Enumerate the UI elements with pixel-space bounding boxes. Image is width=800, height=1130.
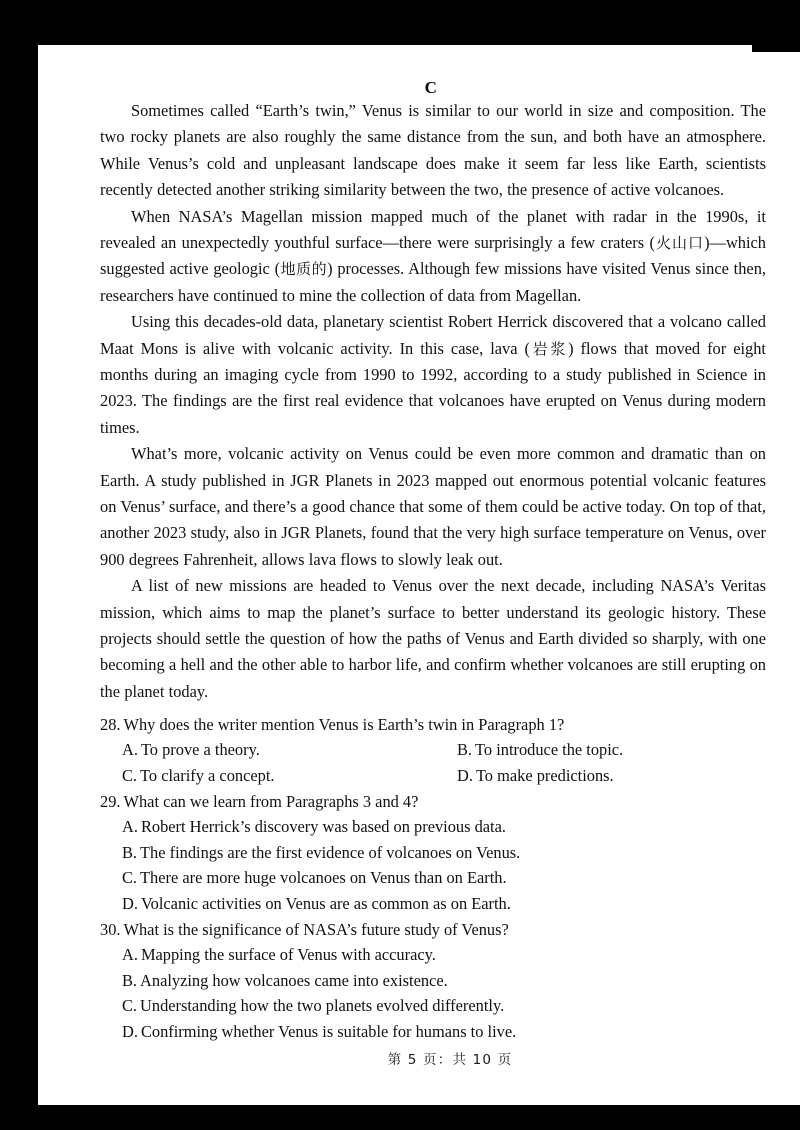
question-number: 30.	[100, 919, 121, 939]
scan-edge-shadow	[752, 45, 800, 52]
question-text: What can we learn from Paragraphs 3 and 4?	[123, 791, 419, 811]
answer-option[interactable]	[122, 865, 766, 891]
question-text: Why does the writer mention Venus is Earth’s twin in Paragraph 1?	[123, 714, 565, 734]
answer-option[interactable]	[122, 763, 457, 789]
question-stem	[100, 789, 766, 815]
option-text: Mapping the surface of Venus with accuracy.	[140, 945, 436, 965]
answer-option[interactable]	[122, 993, 766, 1019]
option-letter: A.	[122, 817, 138, 837]
option-letter: D.	[122, 1021, 138, 1041]
option-group	[100, 737, 766, 788]
question-item	[100, 789, 766, 917]
answer-option[interactable]	[457, 763, 766, 789]
answer-option[interactable]	[122, 737, 457, 763]
answer-option[interactable]	[122, 840, 766, 866]
answer-option[interactable]	[122, 942, 766, 968]
question-stem	[100, 917, 766, 943]
option-text: Robert Herrick’s discovery was based on previous data.	[140, 817, 506, 837]
chinese-gloss: 地质的	[280, 260, 328, 279]
scanned-page-sheet	[38, 45, 800, 1105]
option-group	[100, 814, 766, 916]
passage-paragraph: Sometimes called “Earth’s twin,” Venus is similar to our world in size and composition. The two rocky planets are also roughly the same distance from the sun, and both have an atmosphere. While Venus’s cold and unpleasant landscape does make it seem far less like Earth, scientists recently detected another striking similarity between the two, the presence of active volcanoes.	[100, 101, 766, 199]
option-text: There are more huge volcanoes on Venus than on Earth.	[140, 868, 507, 888]
question-number: 28.	[100, 714, 121, 734]
passage-paragraph: When NASA’s Magellan mission mapped much of the planet with radar in the 1990s, it revealed an unexpectedly youthful surface—there were surprisingly a few craters (火山口)—which suggested active geologic (地质的) processes. Although few missions have visited Venus since then, researchers have continued to mine the collection of data from Magellan.	[100, 206, 766, 305]
option-text: To make predictions.	[475, 766, 614, 786]
option-text: Analyzing how volcanoes came into existence.	[140, 970, 448, 990]
answer-option[interactable]	[122, 968, 766, 994]
answer-option[interactable]	[122, 814, 766, 840]
option-text: To introduce the topic.	[475, 740, 624, 760]
question-number: 29.	[100, 791, 121, 811]
option-letter: C.	[122, 996, 138, 1016]
option-text: Confirming whether Venus is suitable for humans to live.	[140, 1021, 517, 1041]
page-footer: 第 5 页：共 10 页	[387, 1052, 513, 1068]
chinese-gloss: 岩浆	[529, 339, 569, 358]
option-text: To clarify a concept.	[140, 766, 275, 786]
option-letter: D.	[457, 766, 473, 786]
option-text: The findings are the first evidence of volcanoes on Venus.	[140, 842, 521, 862]
option-group	[100, 942, 766, 1044]
reading-passage	[100, 98, 766, 705]
section-letter-heading: C	[424, 78, 438, 97]
question-stem	[100, 712, 766, 738]
passage-paragraph: Using this decades-old data, planetary scientist Robert Herrick discovered that a volcano called Maat Mons is alive with volcanic activity. In this case, lava (岩浆) flows that moved for eight months during an imaging cycle from 1990 to 1992, according to a study published in Science in 2023. The findings are the first real evidence that volcanoes have erupted on Venus during modern times.	[100, 312, 766, 437]
option-letter: A.	[122, 945, 138, 965]
question-list	[100, 712, 766, 1045]
question-item	[100, 917, 766, 1045]
option-letter: C.	[122, 868, 138, 888]
option-letter: C.	[122, 766, 138, 786]
answer-option[interactable]	[122, 1019, 766, 1045]
option-text: To prove a theory.	[140, 740, 260, 760]
passage-paragraph: A list of new missions are headed to Venus over the next decade, including NASA’s Veritas mission, which aims to map the planet’s surface to better understand its geologic history. These projects should settle the question of how the paths of Venus and Earth divided so sharply, with one becoming a hell and the other able to harbor life, and confirm whether volcanoes are still erupting on the planet today.	[100, 576, 766, 701]
passage-paragraph: What’s more, volcanic activity on Venus could be even more common and dramatic than on Earth. A study published in JGR Planets in 2023 mapped out enormous potential volcanic features on Venus’ surface, and there’s a good chance that some of them could be active today. On top of that, another 2023 study, also in JGR Planets, found that the very high surface temperature on Venus, over 900 degrees Fahrenheit, allows lava flows to slowly leak out.	[100, 444, 766, 569]
option-letter: A.	[122, 740, 138, 760]
option-letter: B.	[122, 842, 138, 862]
answer-option[interactable]	[122, 891, 766, 917]
question-item	[100, 712, 766, 789]
option-letter: B.	[122, 970, 138, 990]
answer-option[interactable]	[457, 737, 766, 763]
option-letter: D.	[122, 893, 138, 913]
option-text: Understanding how the two planets evolved differently.	[140, 996, 505, 1016]
chinese-gloss: 火山口	[654, 233, 705, 252]
page-content-area	[100, 45, 766, 1105]
question-text: What is the significance of NASA’s future study of Venus?	[123, 919, 509, 939]
option-text: Volcanic activities on Venus are as common as on Earth.	[140, 893, 511, 913]
option-letter: B.	[457, 740, 473, 760]
